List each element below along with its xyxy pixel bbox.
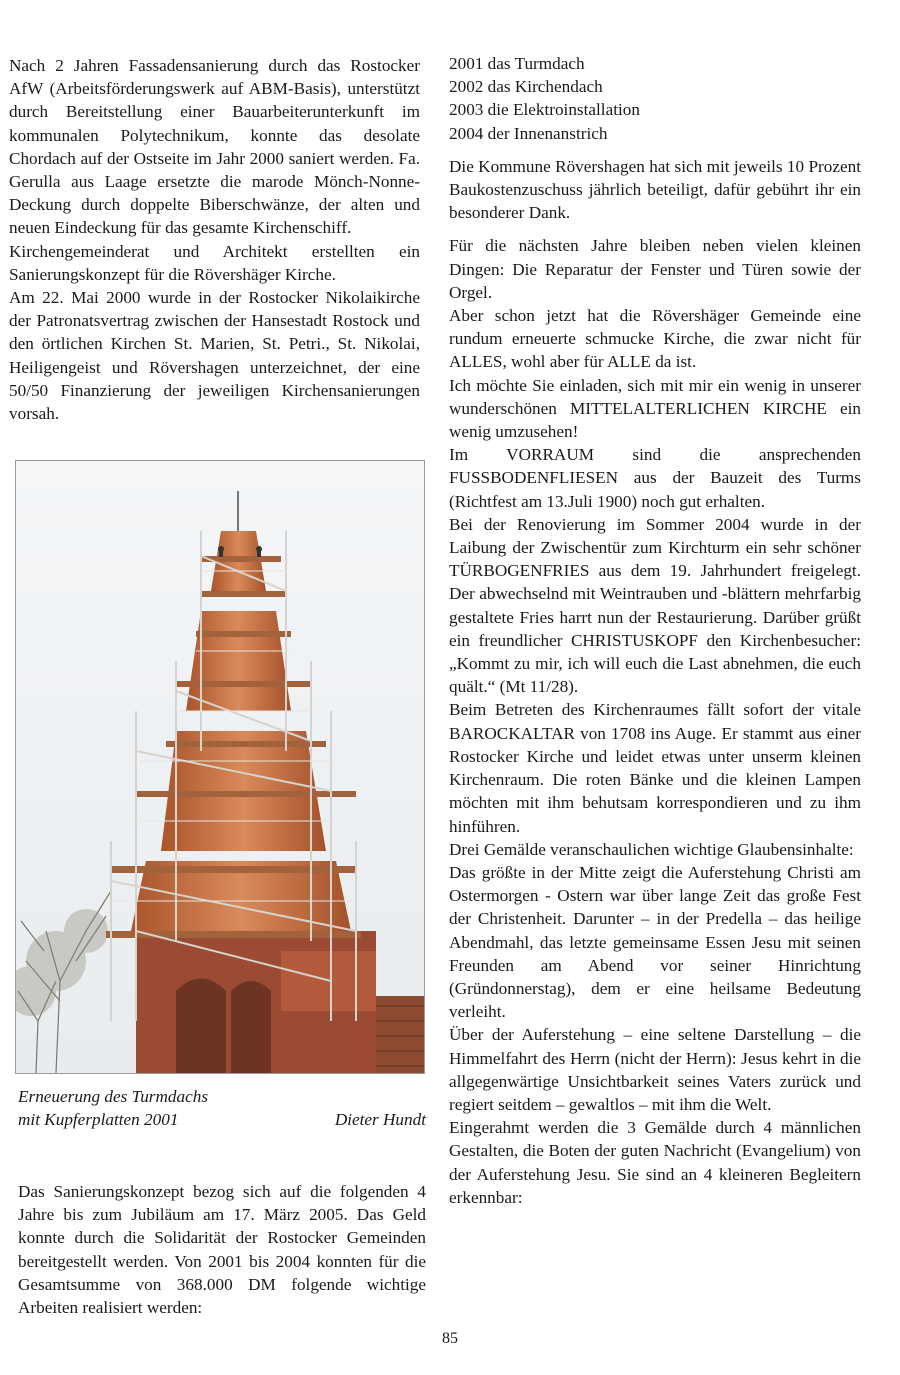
paragraph: Drei Gemälde veranschaulichen wichtige Glaubensinhalte: [449,839,854,859]
paragraph: Im VORRAUM sind die ansprechenden FUSSBODENFLIESEN aus der Bauzeit des Turms (Richtfest am 13.Juli 1900) noch gut erhalten. [449,445,861,511]
list-item: 2001 das Turmdach [449,54,585,73]
paragraph: Das größte in der Mitte zeigt die Auferstehung Christi am Ostermorgen - Ostern war über lange Zeit das große Fest der Christenheit. Darunter – in der Predella – das heilige Abendmahl, das letzte gemeinsame Essen Jesu mit seinen Freunden am Abend vor seiner Hinrichtung (Gründonnerstag), dem er eine heilsame Bedeutung verleiht. [449,862,861,1022]
paragraph: Beim Betreten des Kirchenraumes fällt sofort der vitale BAROCKALTAR von 1708 ins Auge. Er stammt aus einer Rostocker Kirche und leidet etwas unter unserm kleinen Kirchenraum. Die roten Bänke und die kleinen Lampen möchten mit ihm behutsam korrespondieren und zu ihm hinführen. [449,700,861,836]
tower-photo [15,460,425,1074]
works-list [449,52,861,145]
paragraph: Nach 2 Jahren Fassadensanierung durch das Rostocker AfW (Arbeitsförderungswerk auf ABM-Basis), unterstützt durch Bereitstellung einer Bauarbeiterunterkunft im kommunalen Polytechnikum, konnte das desolate Chordach auf der Ostseite im Jahr 2000 saniert werden. Fa. Gerulla aus Laage ersetzte die marode Mönch-Nonne-Deckung durch doppelte Biberschwänze, der alten und neuen Eindeckung für das gesamte Kirchenschiff. [9,56,420,238]
paragraph: Ich möchte Sie einladen, sich mit mir ein wenig in unserer wunderschönen MITTELALTERLICHEN KIRCHE ein wenig umzusehen! [449,375,861,442]
left-column-top [9,54,420,425]
paragraph: Aber schon jetzt hat die Rövershäger Gemeinde eine rundum erneuerte schmucke Kirche, die zwar nicht für ALLES, wohl aber für ALLE da ist. [449,306,861,372]
paragraph: Das Sanierungskonzept bezog sich auf die folgenden 4 Jahre bis zum Jubiläum am 17. März 2005. Das Geld konnte durch die Solidarität der Rostocker Gemeinden bereitgestellt werden. Von 2001 bis 2004 konnten für die Gesamtsumme von 368.000 DM folgende wichtige Arbeiten realisiert werden: [18,1182,426,1318]
caption-line-2: mit Kupferplatten 2001 [18,1110,179,1129]
left-column-bottom [18,1180,426,1319]
caption-line-1: Erneuerung des Turmdachs [18,1087,209,1106]
page-number: 85 [442,1330,458,1347]
paragraph: Bei der Renovierung im Sommer 2004 wurde in der Laibung der Zwischentür zum Kirchturm ein sehr schöner TÜRBOGENFRIES aus dem 19. Jahrhundert freigelegt. Der abwechselnd mit Weintrauben und -blättern mehrfarbig gestaltete Fries harrt nun der Restaurierung. Darüber grüßt ein freundlicher CHRISTUSKOPF den Kirchenbesucher: „Kommt zu mir, ich will euch die Last abnehmen, die euch quält.“ (Mt 11/28). [449,514,861,697]
photo-credit: Dieter Hundt [334,1110,426,1129]
right-column [449,52,861,1209]
photo-caption [18,1085,426,1131]
list-item: 2002 das Kirchendach [449,77,603,97]
paragraph: Die Kommune Rövershagen hat sich mit jeweils 10 Prozent Baukostenzuschuss jährlich beteiligt, dafür gebührt ihr ein besonderer Dank. [449,156,861,223]
paragraph: Eingerahmt werden die 3 Gemälde durch 4 männlichen Gestalten, die Boten der guten Nachricht (Evangelium) von der Auferstehung Jesu. Sie sind an 4 kleineren Begleitern erkennbar: [449,1118,861,1207]
paragraph: Am 22. Mai 2000 wurde in der Rostocker Nikolaikirche der Patronatsvertrag zwischen der Hansestadt Rostock und den örtlichen Kirchen St. Marien, St. Petri., St. Nikolai, Heiligengeist und Rövershagen unterzeichnet, der eine 50/50 Finanzierung der jeweiligen Kirchensanierungen vorsah. [9,288,420,424]
paragraph: Kirchengemeinderat und Architekt erstellten ein Sanierungskonzept für die Rövershäger Kirche. [9,241,420,284]
list-item: 2003 die Elektroinstallation [449,100,640,120]
paragraph: Über der Auferstehung – eine seltene Darstellung – die Himmelfahrt des Herrn (nicht der Herrn): Jesus kehrt in die allgegenwärtige Unsichtbarkeit seines Vaters zurück und regiert seitdem – gewaltlos – mit ihm die Welt. [449,1025,861,1114]
paragraph: Für die nächsten Jahre bleiben neben vielen kleinen Dingen: Die Reparatur der Fenster und Türen sowie der Orgel. [449,236,861,302]
list-item: 2004 der Innenanstrich [449,123,608,143]
tower-illustration [16,461,424,1073]
